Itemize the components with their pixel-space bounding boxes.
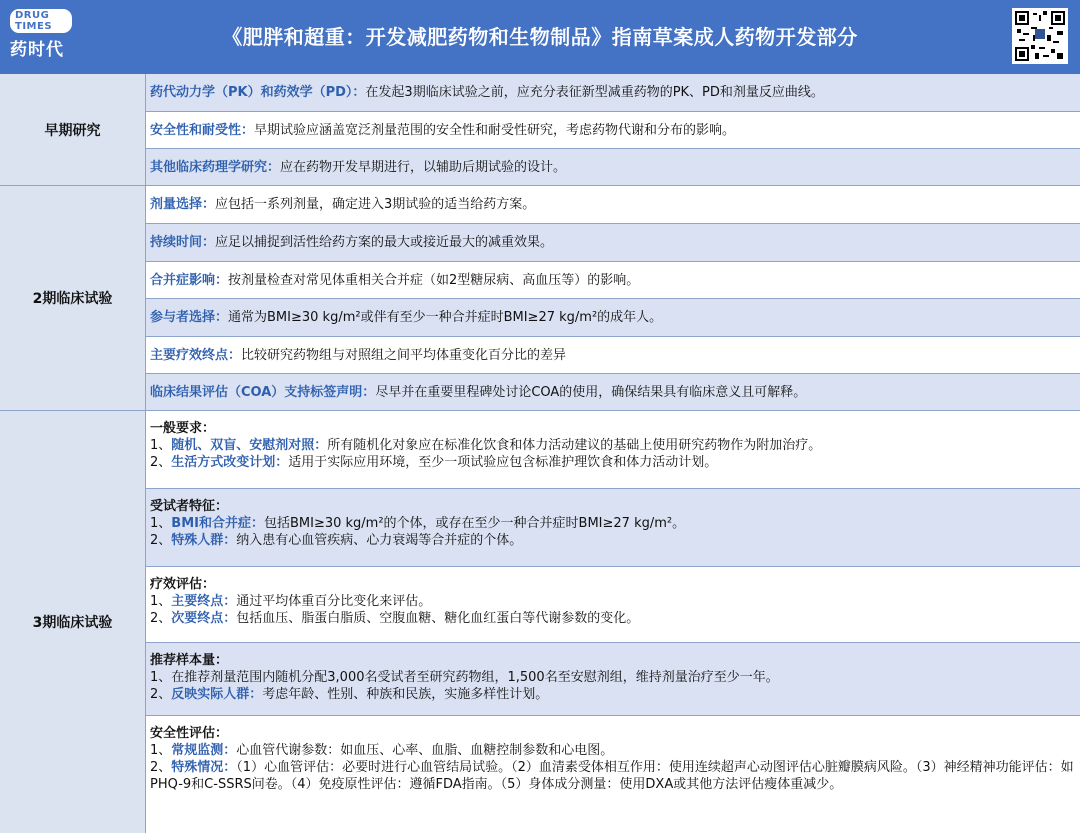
line-key: 次要终点： [171, 611, 237, 626]
block-line-1: 1、在推荐剂量范围内随机分配3,000名受试者至研究药物组，1,500名至安慰剂组，维持剂量治疗至少一年。 [150, 670, 779, 685]
row-key: 药代动力学（PK）和药效学（PD）： [150, 85, 366, 100]
line-key: BMI和合并症： [171, 516, 264, 531]
line-key: 常规监测： [171, 743, 237, 758]
header-banner [0, 0, 1080, 74]
drug-times-logo [10, 9, 72, 65]
line-text: 包括血压、脂蛋白脂质、空腹血糖、糖化血红蛋白等代谢参数的变化。 [236, 611, 640, 626]
line-prefix: 1、 [150, 743, 172, 758]
phase2-row-participants [146, 299, 1080, 337]
phase2-row-comorbidity [146, 262, 1080, 299]
row-key: 其他临床药理学研究： [150, 159, 281, 175]
row-text: 按剂量检查对常见体重相关合并症（如2型糖尿病、高血压等）的影响。 [228, 272, 640, 288]
line-key: 主要终点： [171, 594, 237, 609]
block-heading: 疗效评估： [150, 577, 216, 592]
block-line-1 [150, 742, 1076, 759]
row-key: 安全性和耐受性： [150, 122, 255, 138]
line-prefix: 1、 [150, 438, 172, 453]
row-text: 应足以捕捉到活性给药方案的最大或接近最大的减重效果。 [215, 235, 554, 250]
line-text: 所有随机化对象应在标准化饮食和体力活动建议的基础上使用研究药物作为附加治疗。 [327, 438, 822, 453]
row-text: 比较研究药物组与对照组之间平均体重变化百分比的差异 [241, 347, 567, 363]
phase3-block-safety [146, 716, 1080, 833]
row-text: 应包括一系列剂量，确定进入3期试验的适当给药方案。 [215, 197, 536, 212]
line-text: 考虑年龄、性别、种族和民族，实施多样性计划。 [262, 687, 549, 702]
line-text: 通过平均体重百分比变化来评估。 [236, 594, 432, 609]
block-line-1 [150, 437, 1076, 454]
phase3-block-sample [146, 643, 1080, 716]
line-key: 生活方式改变计划： [171, 455, 289, 470]
phase3-block-efficacy [146, 567, 1080, 643]
block-line-2 [150, 532, 1076, 549]
line-key: 反映实际人群： [171, 687, 263, 702]
row-key: 主要疗效终点： [150, 347, 242, 363]
line-text: 适用于实际应用环境，至少一项试验应包含标准护理饮食和体力活动计划。 [288, 455, 718, 470]
early-row-pk-pd [146, 74, 1080, 112]
row-text: 在发起3期临床试验之前，应充分表征新型减重药物的PK、PD和剂量反应曲线。 [365, 85, 824, 100]
line-prefix: 2、 [150, 760, 172, 775]
line-text: 包括BMI≥30 kg/m²的个体，或存在至少一种合并症时BMI≥27 kg/m²。 [263, 516, 686, 531]
line-key: 特殊人群： [171, 533, 237, 548]
line-prefix: 2、 [150, 687, 172, 702]
section-label-phase3: 3期临床试验 [0, 411, 146, 833]
block-line-2 [150, 610, 1076, 627]
line-prefix: 2、 [150, 611, 172, 626]
line-key: 特殊情况： [171, 760, 237, 775]
phase3-block-subjects [146, 489, 1080, 567]
logo-chinese-name: 药时代 [10, 40, 64, 60]
page-title: 《肥胖和超重：开发减肥药物和生物制品》指南草案成人药物开发部分 [222, 25, 858, 49]
block-heading: 受试者特征： [150, 499, 229, 514]
line-prefix: 1、 [150, 594, 172, 609]
row-key: 持续时间： [150, 235, 216, 250]
section-label-early: 早期研究 [0, 74, 146, 186]
block-line-1 [150, 593, 1076, 610]
block-line-1 [150, 515, 1076, 532]
phase2-row-primary-endpoint [146, 337, 1080, 374]
row-text: 通常为BMI≥30 kg/m²或伴有至少一种合并症时BMI≥27 kg/m²的成年人。 [228, 310, 663, 325]
qr-code-icon [1012, 8, 1068, 64]
line-key: 随机、双盲、安慰剂对照： [171, 438, 328, 453]
block-heading: 安全性评估： [150, 726, 229, 741]
block-line-2 [150, 454, 1076, 471]
phase3-block-general [146, 411, 1080, 489]
line-text: 纳入患有心血管疾病、心力衰竭等合并症的个体。 [236, 533, 523, 548]
line-prefix: 1、 [150, 516, 172, 531]
row-text: 应在药物开发早期进行，以辅助后期试验的设计。 [280, 159, 567, 175]
phase2-row-dose [146, 186, 1080, 224]
line-prefix: 2、 [150, 533, 172, 548]
row-key: 合并症影响： [150, 272, 229, 288]
block-line-2 [150, 686, 1076, 703]
section-label-phase2: 2期临床试验 [0, 186, 146, 411]
row-key: 参与者选择： [150, 310, 229, 325]
early-row-clinical-pharmacology [146, 149, 1080, 186]
row-text: 尽早并在重要里程碑处讨论COA的使用，确保结果具有临床意义且可解释。 [375, 384, 807, 400]
line-text: 心血管代谢参数：如血压、心率、血脂、血糖控制参数和心电图。 [236, 743, 614, 758]
row-key: 剂量选择： [150, 197, 216, 212]
phase2-row-duration [146, 224, 1080, 262]
line-prefix: 2、 [150, 455, 172, 470]
line-text: （1）心血管评估：必要时进行心血管结局试验。（2）血清素受体相互作用：使用连续超声心动图评估心脏瓣膜病风险。（3）神经精神功能评估：如PHQ-9和C-SSRS问卷。（4）免疫原性评估：遵循FDA指南。（5）身体成分测量：使用DXA或其他方法评估瘦体重减少。 [150, 760, 1074, 792]
phase2-row-coa [146, 374, 1080, 411]
block-heading: 推荐样本量： [150, 653, 229, 668]
row-text: 早期试验应涵盖宽泛剂量范围的安全性和耐受性研究，考虑药物代谢和分布的影响。 [254, 122, 736, 138]
logo-badge: DRUG TIMES [10, 9, 72, 33]
block-line-2 [150, 759, 1076, 793]
block-heading: 一般要求： [150, 421, 216, 436]
row-key: 临床结果评估（COA）支持标签声明： [150, 384, 376, 400]
early-row-safety [146, 112, 1080, 149]
